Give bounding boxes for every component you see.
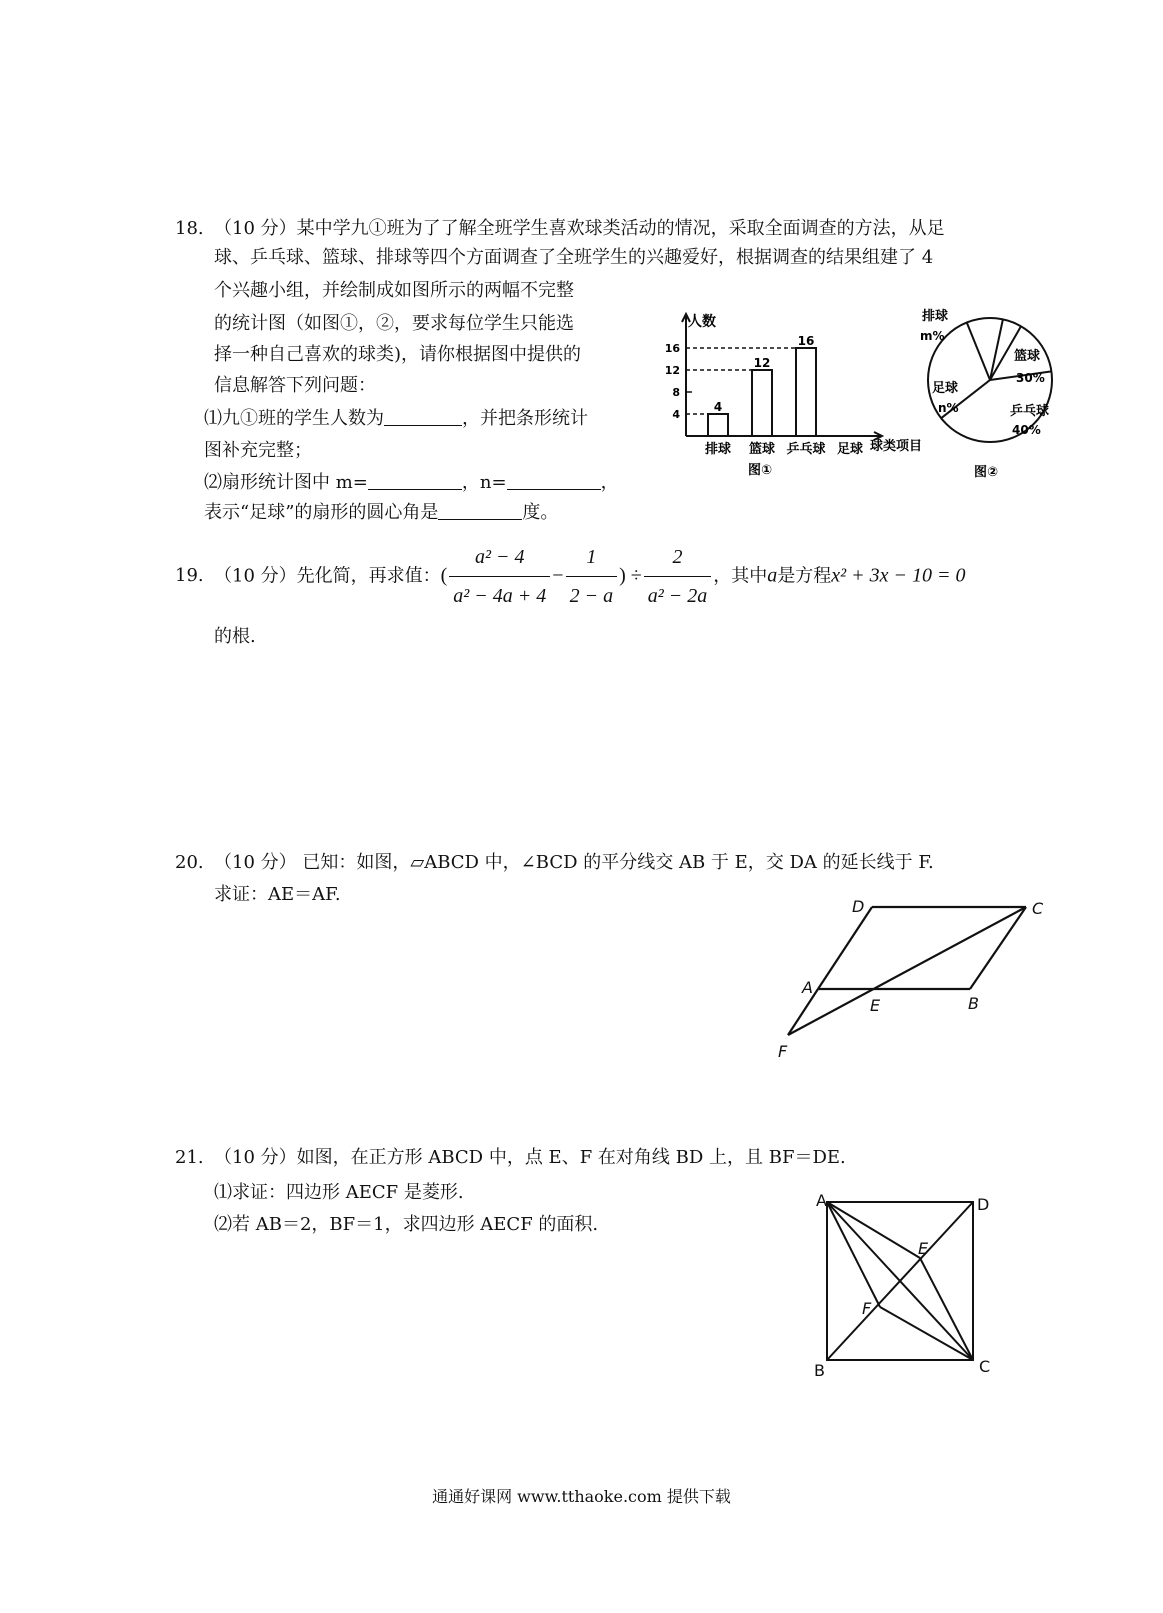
q18-part1-cont: 图补充完整； <box>204 440 312 461</box>
q19-line2: 的根. <box>214 626 256 647</box>
q21-number: 21. <box>175 1147 204 1168</box>
segment-cf-bisector <box>788 907 1026 1035</box>
q19-fraction-3 <box>644 542 712 611</box>
q19-number: 19. <box>175 565 204 586</box>
q21-line1: （10 分）如图，在正方形 ABCD 中，点 E、F 在对角线 BD 上，且 BF＝DE. <box>214 1147 846 1168</box>
label-a: A <box>816 1191 827 1210</box>
q18-line4: 的统计图（如图①，②，要求每位学生只能选 <box>214 313 574 334</box>
q18-line1: （10 分）某中学九①班为了了解全班学生喜欢球类活动的情况，采取全面调查的方法，从足 <box>214 218 945 239</box>
bar-data-label-2: 16 <box>797 334 815 348</box>
q18-line6: 信息解答下列问题： <box>214 375 376 396</box>
q18-n-blank[interactable] <box>507 469 601 490</box>
pie-slice-pct-1: 40% <box>1012 423 1041 437</box>
pie-slice-label-0: 篮球 <box>1014 349 1041 364</box>
pie-slice-pct-0: 30% <box>1016 371 1045 385</box>
square-diagram <box>800 1190 1010 1390</box>
segment-da <box>818 907 872 989</box>
q18-part1-text-a: ⑴九①班的学生人数为 <box>204 408 384 429</box>
pie-chart-slices <box>920 308 1052 442</box>
q19-var-a: a <box>767 564 778 587</box>
label-c: C <box>979 1357 991 1376</box>
label-f: F <box>862 1299 872 1318</box>
q18-part2-text-a: ⑵扇形统计图中 m= <box>204 472 368 493</box>
q18-part3-text-b: 度。 <box>522 502 559 523</box>
label-d: D <box>977 1195 990 1214</box>
q18-m-blank[interactable] <box>368 469 462 490</box>
bar-x-tick-label-1: 篮球 <box>748 442 776 457</box>
pie-slice-label-1: 乒乓球 <box>1010 404 1050 419</box>
label-f: F <box>778 1042 788 1061</box>
q19-minus: − <box>552 564 564 587</box>
q19-fraction-1 <box>449 542 550 611</box>
bar-x-tick-label-0: 排球 <box>704 442 732 457</box>
pie-chart-figure2 <box>912 300 1062 490</box>
q19-f2-den: 2 − a <box>569 585 614 607</box>
q18-number: 18. <box>175 218 204 239</box>
q19-f2-num: 1 <box>566 542 618 577</box>
bar-1 <box>752 370 772 436</box>
bar-data-label-1: 12 <box>753 356 771 370</box>
bar-chart-axes <box>665 314 882 457</box>
label-c: C <box>1032 899 1044 918</box>
bar-chart-xlabel: 球类项目 <box>870 439 923 454</box>
bar-2 <box>796 348 816 436</box>
bar-chart-figure1 <box>660 300 940 490</box>
q19-equation: x² + 3x − 10 = 0 <box>831 564 966 587</box>
q18-part1 <box>204 404 588 434</box>
q19-f1-den: a² − 4a + 4 <box>453 585 547 607</box>
q18-part3 <box>204 498 558 528</box>
parallelogram-diagram <box>770 890 1060 1070</box>
bar-y-tick-label-16: 16 <box>664 342 680 355</box>
q20-line1: （10 分） 已知：如图，▱ABCD 中，∠BCD 的平分线交 AB 于 E，交 DA 的延长线于 F. <box>214 852 934 873</box>
bar-x-tick-label-3: 足球 <box>836 442 864 457</box>
segment-cb <box>970 907 1026 989</box>
q19-f3-den: a² − 2a <box>647 585 708 607</box>
label-b: B <box>814 1361 825 1380</box>
pie-slice-label-3: 排球 <box>922 309 949 324</box>
bar-chart-ylabel: 人数 <box>688 314 716 330</box>
q18-part3-text-a: 表示“足球”的扇形的圆心角是 <box>204 502 439 523</box>
q18-part2 <box>204 468 619 498</box>
q18-line2: 球、乒乓球、篮球、排球等四个方面调查了全班学生的兴趣爱好，根据调查的结果组建了 4 <box>214 247 934 268</box>
q18-student-count-blank[interactable] <box>384 405 462 426</box>
q21-line2: ⑴求证：四边形 AECF 是菱形. <box>214 1182 464 1203</box>
label-e: E <box>870 996 881 1015</box>
label-d: D <box>852 897 865 916</box>
q19-f1-num: a² − 4 <box>449 542 550 577</box>
q19-close-paren-div: ) ÷ <box>619 564 642 587</box>
bar-chart-caption: 图① <box>748 463 773 478</box>
q18-part2-text-c: ， <box>600 472 619 493</box>
bar-y-tick-label-4: 4 <box>672 408 680 421</box>
q18-angle-blank[interactable] <box>438 499 522 520</box>
label-a: A <box>802 978 813 997</box>
q19-tail-a: ，其中 <box>713 565 768 587</box>
q19-fraction-2 <box>566 542 618 611</box>
q18-line5: 择一种自己喜欢的球类)，请你根据图中提供的 <box>214 344 582 365</box>
label-e: E <box>918 1239 929 1258</box>
q19-intro: （10 分）先化简，再求值： <box>214 565 441 587</box>
pie-chart-caption: 图② <box>974 465 999 480</box>
q19-expression <box>214 542 965 611</box>
q19-open-paren: ( <box>440 564 448 587</box>
pie-slice-pct-3: m% <box>920 329 945 343</box>
q18-line3: 个兴趣小组，并绘制成如图所示的两幅不完整 <box>214 280 574 301</box>
pie-slice-label-2: 足球 <box>932 381 959 396</box>
q19-f3-num: 2 <box>644 542 712 577</box>
q19-tail-b: 是方程 <box>777 565 832 587</box>
q20-line2: 求证：AE＝AF. <box>214 884 341 905</box>
bar-chart-marks <box>686 334 816 436</box>
label-b: B <box>968 994 979 1013</box>
pie-slice-pct-2: n% <box>938 401 959 415</box>
bar-x-tick-label-2: 乒乓球 <box>786 442 826 457</box>
bar-data-label-0: 4 <box>713 400 723 414</box>
bar-0 <box>708 414 728 436</box>
q18-part1-text-b: ，并把条形统计 <box>462 408 588 429</box>
q21-line3: ⑵若 AB＝2，BF＝1，求四边形 AECF 的面积. <box>214 1214 599 1235</box>
bar-y-tick-label-8: 8 <box>672 386 680 399</box>
bar-y-tick-label-12: 12 <box>664 364 680 377</box>
q18-part2-text-b: ，n= <box>461 472 507 493</box>
page-footer: 通通好课网 www.tthaoke.com 提供下载 <box>432 1487 731 1506</box>
q20-number: 20. <box>175 852 204 873</box>
